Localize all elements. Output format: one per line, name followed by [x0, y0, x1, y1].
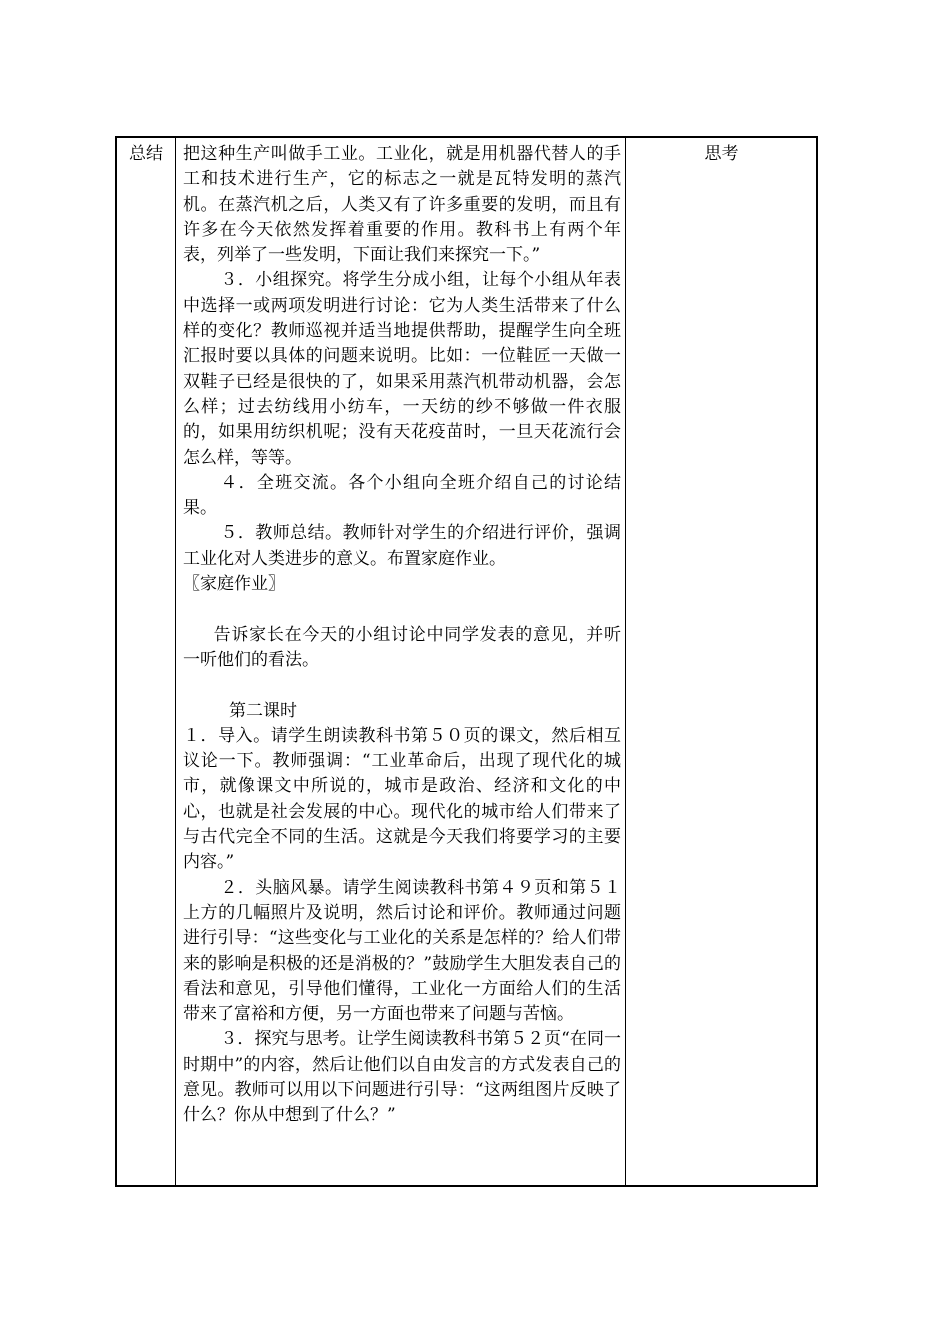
- paragraph: 告诉家长在今天的小组讨论中同学发表的意见，并听一听他们的看法。: [183, 624, 621, 670]
- lesson-table: [115, 136, 818, 1187]
- paragraph: ３．小组探究。将学生分成小组，让每个小组从年表中选择一或两项发明进行讨论：它为人类生活带来了什么样的变化？教师巡视并适当地提供帮助，提醒学生向全班汇报时要以具体的问题来说明。比如：一位鞋匠一天做一双鞋子已经是很快的了，如果采用蒸汽机带动机器，会怎么样；过去纺线用小纺车，一天纺的纱不够做一件衣服的，如果用纺织机呢；没有天花疫苗时，一旦天花流行会怎么样，等等。: [183, 270, 621, 468]
- teaching-content: [183, 142, 621, 1129]
- column-divider: [625, 138, 626, 1185]
- paragraph: １．导入。请学生朗读教科书第５０页的课文，然后相互议论一下。教师强调：“工业革命后，出现了现代化的城市，就像课文中所说的，城市是政治、经济和文化的中心，也就是社会发展的中心。现代化的城市给人们带来了与古代完全不同的生活。这就是今天我们将要学习的主要内容。”: [183, 725, 621, 873]
- paragraph: ２．头脑风暴。请学生阅读教科书第４９页和第５１上方的几幅照片及说明，然后讨论和评价。教师通过问题进行引导：“这些变化与工业化的关系是怎样的？给人们带来的影响是积极的还是消极的？”鼓励学生大胆发表自己的看法和意见，引导他们懂得，工业化一方面给人们的生活带来了富裕和方便，另一方面也带来了问题与苦恼。: [183, 877, 621, 1025]
- paragraph: 把这种生产叫做手工业。工业化，就是用机器代替人的手工和技术进行生产，它的标志之一就是瓦特发明的蒸汽机。在蒸汽机之后，人类又有了许多重要的发明，而且有许多在今天依然发挥着重要的作用。教科书上有两个年表，列举了一些发明，下面让我们来探究一下。”: [183, 144, 621, 266]
- section-heading: 〖家庭作业〗: [183, 574, 285, 595]
- stage-label: 总结: [129, 144, 163, 164]
- paragraph: ４．全班交流。各个小组向全班介绍自己的讨论结果。: [183, 472, 621, 519]
- lesson-heading: 第二课时: [229, 700, 297, 721]
- student-activity: 思考: [704, 144, 739, 164]
- paragraph: ３．探究与思考。让学生阅读教科书第５２页“在同一时期中”的内容，然后让他们以自由发言的方式发表自己的意见。教师可以用以下问题进行引导：“这两组图片反映了什么？你从中想到了什么？”: [183, 1029, 621, 1126]
- column-divider: [175, 138, 176, 1185]
- paragraph: ５．教师总结。教师针对学生的介绍进行评价，强调工业化对人类进步的意义。布置家庭作业。: [183, 523, 621, 569]
